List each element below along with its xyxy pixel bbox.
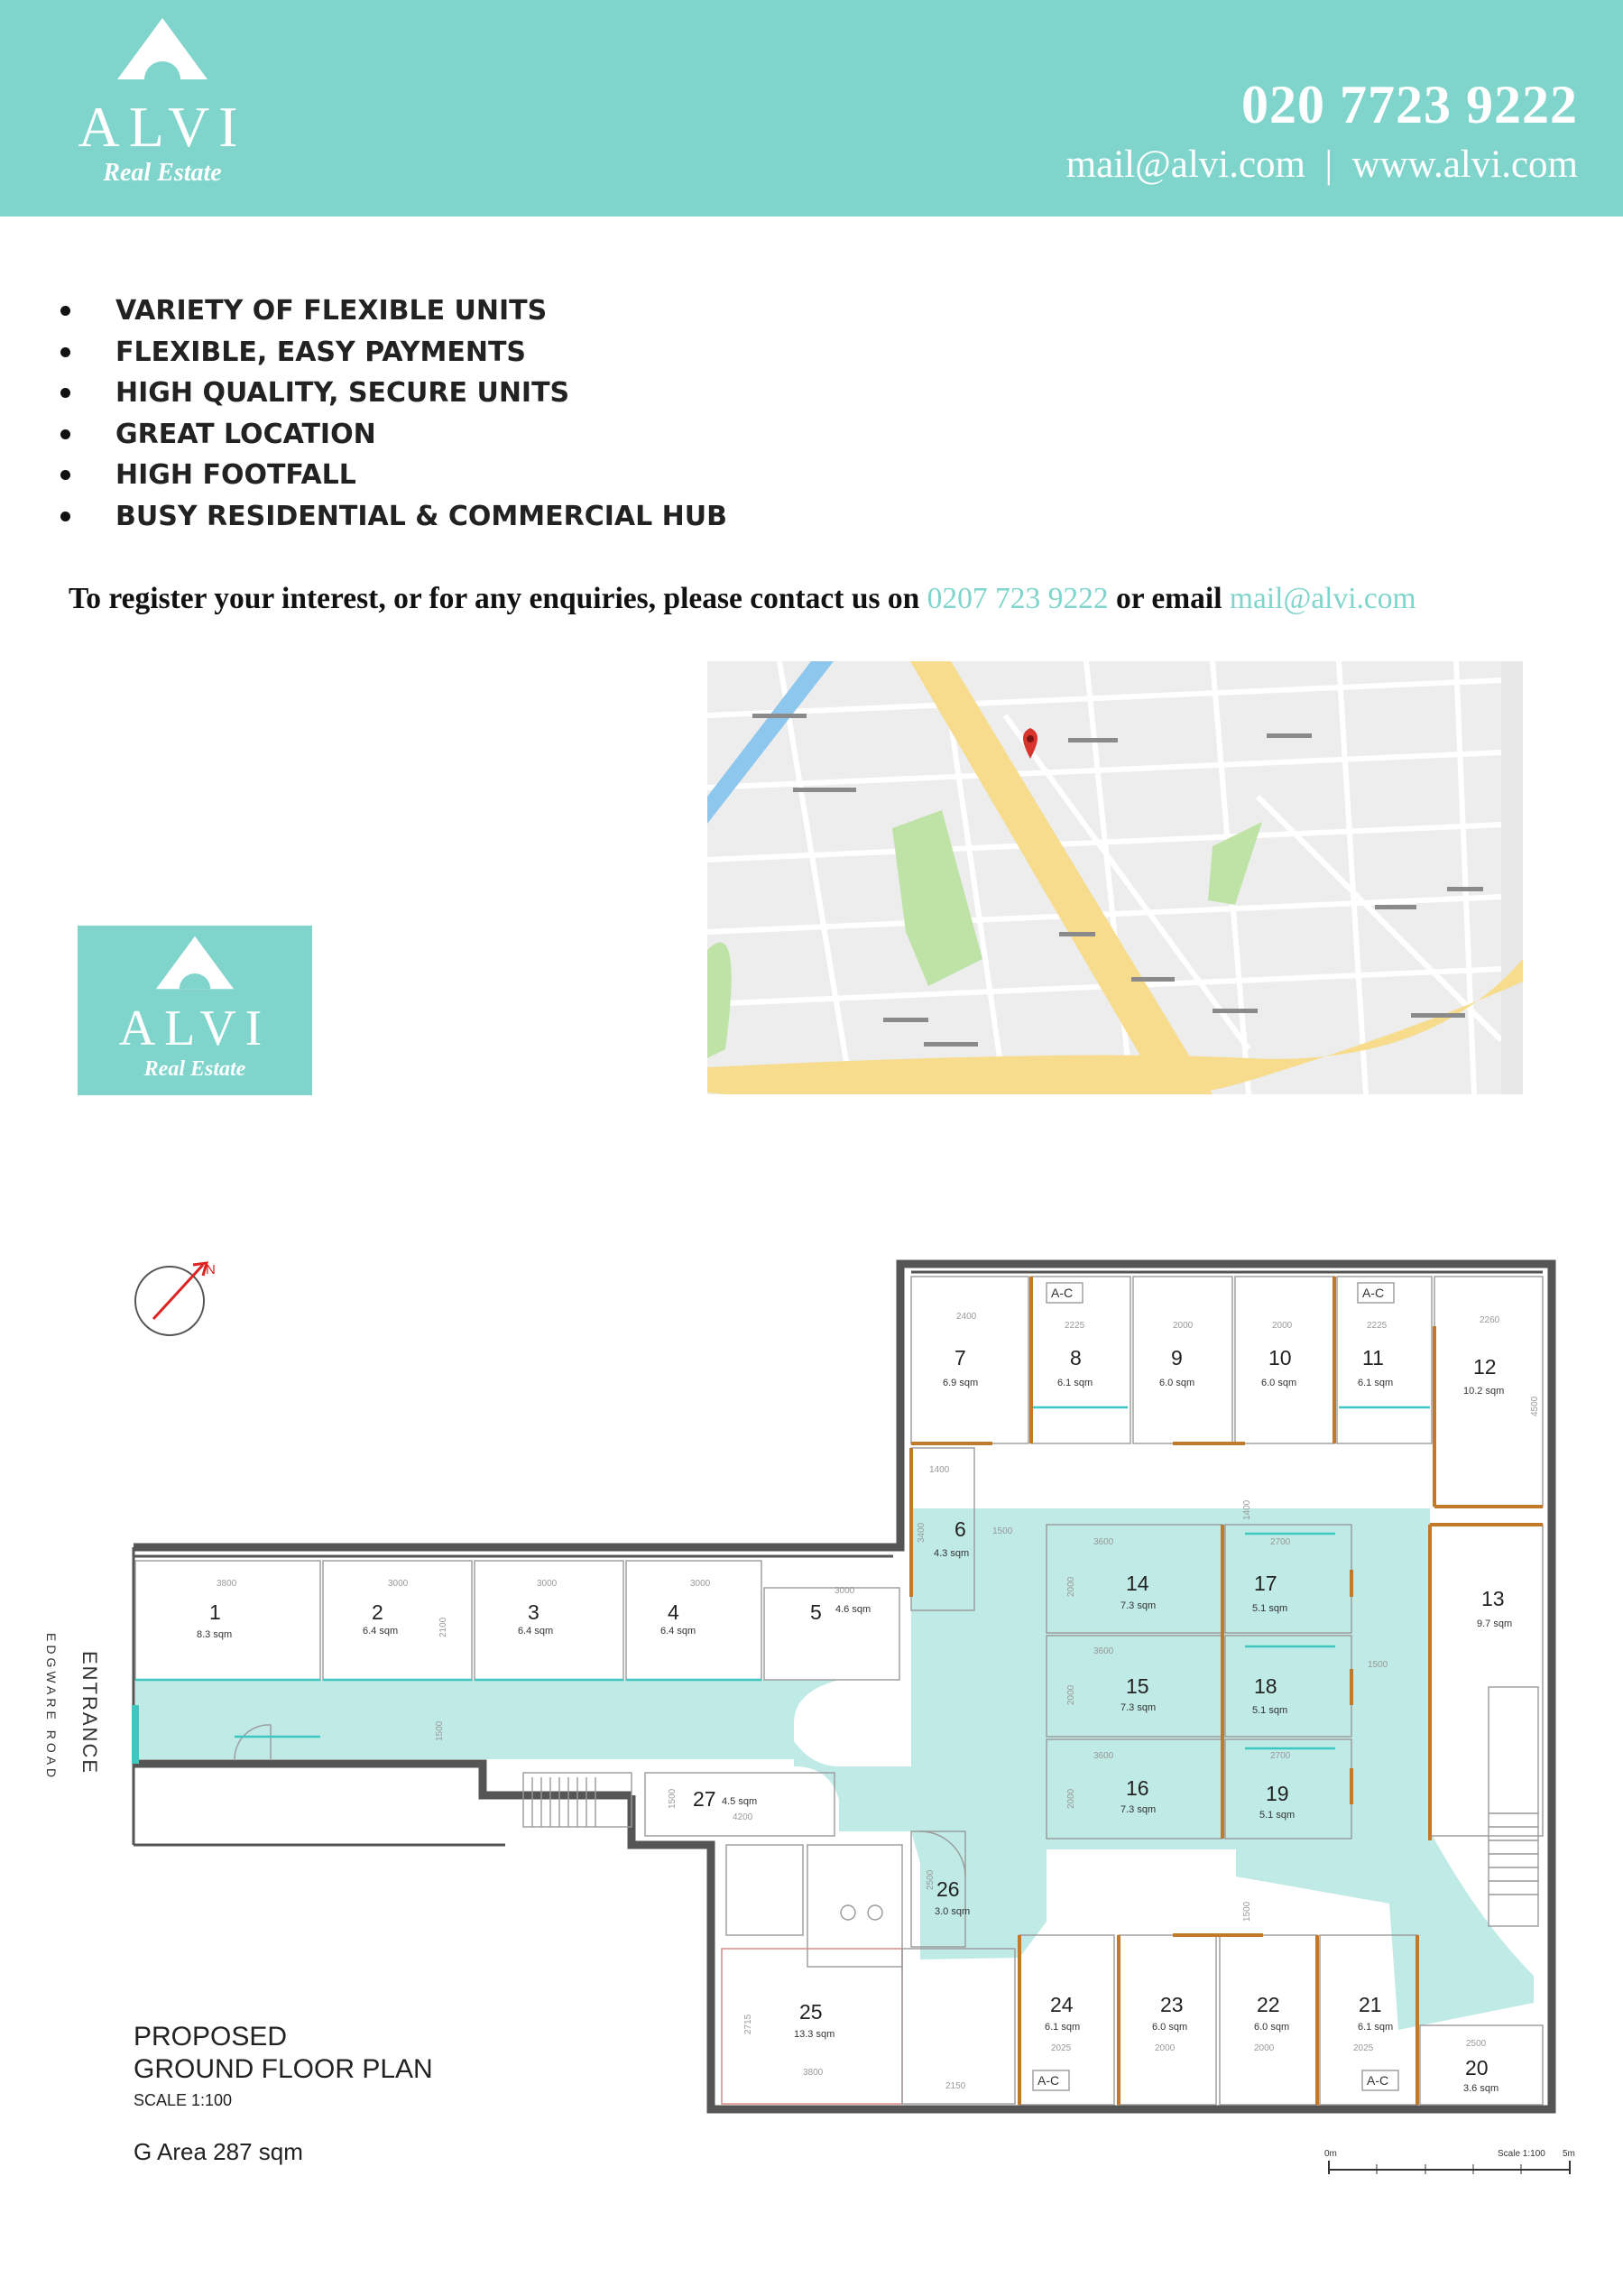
svg-text:Scale 1:100: Scale 1:100	[1498, 2149, 1545, 2159]
room-number: 6	[954, 1517, 966, 1541]
ac-label: A-C	[1051, 1286, 1074, 1300]
header-website-link[interactable]: www.alvi.com	[1351, 143, 1578, 186]
plan-title-line1: PROPOSED	[134, 2022, 288, 2052]
ac-label: A-C	[1362, 1286, 1385, 1300]
room-area: 8.3 sqm	[197, 1629, 233, 1640]
contact-email-link[interactable]: mail@alvi.com	[1229, 582, 1416, 615]
road-label: EDGWARE ROAD	[44, 1633, 59, 1782]
svg-text:2700: 2700	[1270, 1537, 1291, 1547]
svg-text:2150: 2150	[945, 2081, 966, 2091]
feature-item: HIGH FOOTFALL	[54, 455, 727, 496]
room-area: 6.9 sqm	[943, 1378, 979, 1388]
svg-text:3800: 3800	[803, 2068, 824, 2078]
header-logo[interactable]	[50, 16, 275, 192]
svg-text:4500: 4500	[1530, 1396, 1540, 1416]
room-number: 18	[1254, 1674, 1277, 1698]
room-area: 3.0 sqm	[935, 1906, 971, 1917]
room-number: 19	[1266, 1782, 1289, 1805]
room-area: 6.1 sqm	[1057, 1378, 1093, 1388]
room-area: 5.1 sqm	[1252, 1705, 1288, 1716]
room-number: 7	[954, 1346, 966, 1369]
svg-text:3000: 3000	[690, 1579, 711, 1589]
svg-text:2700: 2700	[1270, 1751, 1291, 1761]
svg-text:1500: 1500	[992, 1526, 1013, 1536]
logo-brand: ALVI	[78, 95, 247, 159]
room-number: 27	[693, 1787, 716, 1811]
svg-text:3800: 3800	[217, 1579, 237, 1589]
room-number: 14	[1126, 1572, 1149, 1595]
header-phone[interactable]: 020 7723 9222	[1241, 75, 1578, 134]
svg-text:2000: 2000	[1066, 1576, 1076, 1597]
room-area: 4.5 sqm	[722, 1796, 758, 1807]
north-arrow-icon	[135, 1262, 216, 1335]
room-number: 16	[1126, 1776, 1149, 1800]
contact-or-email: or email	[1116, 582, 1222, 615]
logo-subtitle: Real Estate	[143, 1057, 246, 1081]
contact-line	[69, 582, 1416, 616]
svg-text:2000: 2000	[1066, 1684, 1076, 1705]
logo-subtitle: Real Estate	[103, 159, 222, 187]
svg-text:3600: 3600	[1093, 1537, 1114, 1547]
svg-text:2225: 2225	[1065, 1321, 1085, 1331]
feature-item: BUSY RESIDENTIAL & COMMERCIAL HUB	[54, 496, 727, 538]
svg-text:2260: 2260	[1480, 1315, 1500, 1325]
svg-text:2000: 2000	[1254, 2043, 1275, 2053]
svg-text:2100: 2100	[438, 1617, 448, 1637]
room-number: 25	[799, 2000, 823, 2024]
svg-text:2225: 2225	[1367, 1321, 1388, 1331]
room-number: 21	[1359, 1993, 1382, 2016]
room-number: 12	[1473, 1355, 1497, 1379]
svg-text:3400: 3400	[917, 1522, 927, 1543]
svg-text:2400: 2400	[956, 1312, 977, 1322]
room-area: 5.1 sqm	[1259, 1810, 1296, 1821]
feature-item: VARIETY OF FLEXIBLE UNITS	[54, 290, 727, 332]
room-number: 1	[209, 1600, 221, 1624]
room-area: 7.3 sqm	[1120, 1804, 1157, 1815]
contact-text: To register your interest, or for any enquiries, please contact us on	[69, 582, 920, 615]
svg-text:2000: 2000	[1173, 1321, 1194, 1331]
features-list	[54, 290, 727, 537]
feature-item: HIGH QUALITY, SECURE UNITS	[54, 373, 727, 414]
room-number: 24	[1050, 1993, 1074, 2016]
ac-label: A-C	[1037, 2073, 1060, 2088]
logo-roof-icon	[115, 16, 209, 81]
room-number: 20	[1465, 2056, 1489, 2079]
logo-roof-icon	[154, 935, 235, 991]
room-area: 6.0 sqm	[1254, 2022, 1290, 2033]
header-banner	[0, 0, 1623, 217]
room-area: 4.6 sqm	[835, 1604, 871, 1615]
room-area: 7.3 sqm	[1120, 1702, 1157, 1713]
room-area: 6.1 sqm	[1045, 2022, 1081, 2033]
room-area: 6.4 sqm	[363, 1626, 399, 1637]
plan-title-line2: GROUND FLOOR PLAN	[134, 2054, 433, 2084]
svg-text:2000: 2000	[1066, 1788, 1076, 1809]
svg-text:1500: 1500	[1242, 1901, 1252, 1922]
scale-bar	[1324, 2149, 1575, 2174]
contact-phone-link[interactable]: 0207 723 9222	[927, 582, 1109, 615]
room-area: 3.6 sqm	[1463, 2083, 1499, 2094]
room-number: 2	[372, 1600, 383, 1624]
map-graphic	[707, 661, 1523, 1094]
header-separator: |	[1324, 143, 1333, 186]
svg-text:3000: 3000	[537, 1579, 558, 1589]
room-number: 11	[1362, 1346, 1384, 1369]
plan-scale: SCALE 1:100	[134, 2091, 233, 2109]
svg-text:1400: 1400	[929, 1465, 950, 1475]
svg-text:0m: 0m	[1324, 2149, 1337, 2159]
svg-text:5m: 5m	[1563, 2149, 1575, 2159]
svg-text:N: N	[206, 1262, 216, 1277]
feature-item: FLEXIBLE, EASY PAYMENTS	[54, 332, 727, 373]
header-email-link[interactable]: mail@alvi.com	[1065, 143, 1305, 186]
room-number: 4	[668, 1600, 679, 1624]
room-area: 6.0 sqm	[1152, 2022, 1188, 2033]
room-number: 13	[1481, 1587, 1505, 1610]
room-area: 6.1 sqm	[1358, 1378, 1394, 1388]
entrance-label: ENTRANCE	[78, 1651, 101, 1775]
room-area: 6.0 sqm	[1261, 1378, 1297, 1388]
room-area: 7.3 sqm	[1120, 1600, 1157, 1611]
svg-text:4200: 4200	[733, 1812, 753, 1822]
svg-text:2500: 2500	[1466, 2039, 1487, 2049]
svg-text:1500: 1500	[1368, 1660, 1388, 1670]
svg-text:3600: 3600	[1093, 1646, 1114, 1656]
room-area: 13.3 sqm	[794, 2029, 835, 2040]
room-number: 10	[1268, 1346, 1292, 1369]
room-area: 6.4 sqm	[660, 1626, 696, 1637]
svg-text:3000: 3000	[388, 1579, 409, 1589]
plan-title	[134, 2021, 433, 2086]
svg-text:2500: 2500	[926, 1869, 936, 1890]
location-map[interactable]	[707, 661, 1523, 1094]
svg-text:2025: 2025	[1353, 2043, 1374, 2053]
svg-text:2000: 2000	[1272, 1321, 1293, 1331]
svg-text:3000: 3000	[835, 1586, 855, 1596]
room-number: 9	[1171, 1346, 1183, 1369]
room-number: 3	[528, 1600, 539, 1624]
room-number: 22	[1257, 1993, 1280, 2016]
room-area: 4.3 sqm	[934, 1548, 970, 1559]
svg-text:2715: 2715	[743, 2014, 753, 2034]
room-number: 5	[810, 1600, 822, 1624]
svg-text:3600: 3600	[1093, 1751, 1114, 1761]
room-number: 8	[1070, 1346, 1082, 1369]
room-number: 26	[936, 1877, 960, 1901]
svg-text:1400: 1400	[1242, 1499, 1252, 1520]
room-number: 17	[1254, 1572, 1277, 1595]
logo-brand: ALVI	[118, 1000, 272, 1056]
room-area: 6.1 sqm	[1358, 2022, 1394, 2033]
room-number: 23	[1160, 1993, 1184, 2016]
svg-text:1500: 1500	[435, 1720, 445, 1741]
room-area: 10.2 sqm	[1463, 1386, 1505, 1397]
room-area: 9.7 sqm	[1477, 1618, 1513, 1629]
room-area: 6.0 sqm	[1159, 1378, 1195, 1388]
room-area: 6.4 sqm	[518, 1626, 554, 1637]
room-area: 5.1 sqm	[1252, 1603, 1288, 1614]
body-logo[interactable]	[78, 926, 312, 1095]
header-contact-line	[1066, 143, 1578, 187]
plan-area: G Area 287 sqm	[134, 2138, 303, 2165]
feature-item: GREAT LOCATION	[54, 414, 727, 456]
svg-text:1500: 1500	[668, 1788, 678, 1809]
svg-text:2000: 2000	[1155, 2043, 1176, 2053]
ac-label: A-C	[1367, 2073, 1389, 2088]
svg-text:2025: 2025	[1051, 2043, 1072, 2053]
room-number: 15	[1126, 1674, 1149, 1698]
